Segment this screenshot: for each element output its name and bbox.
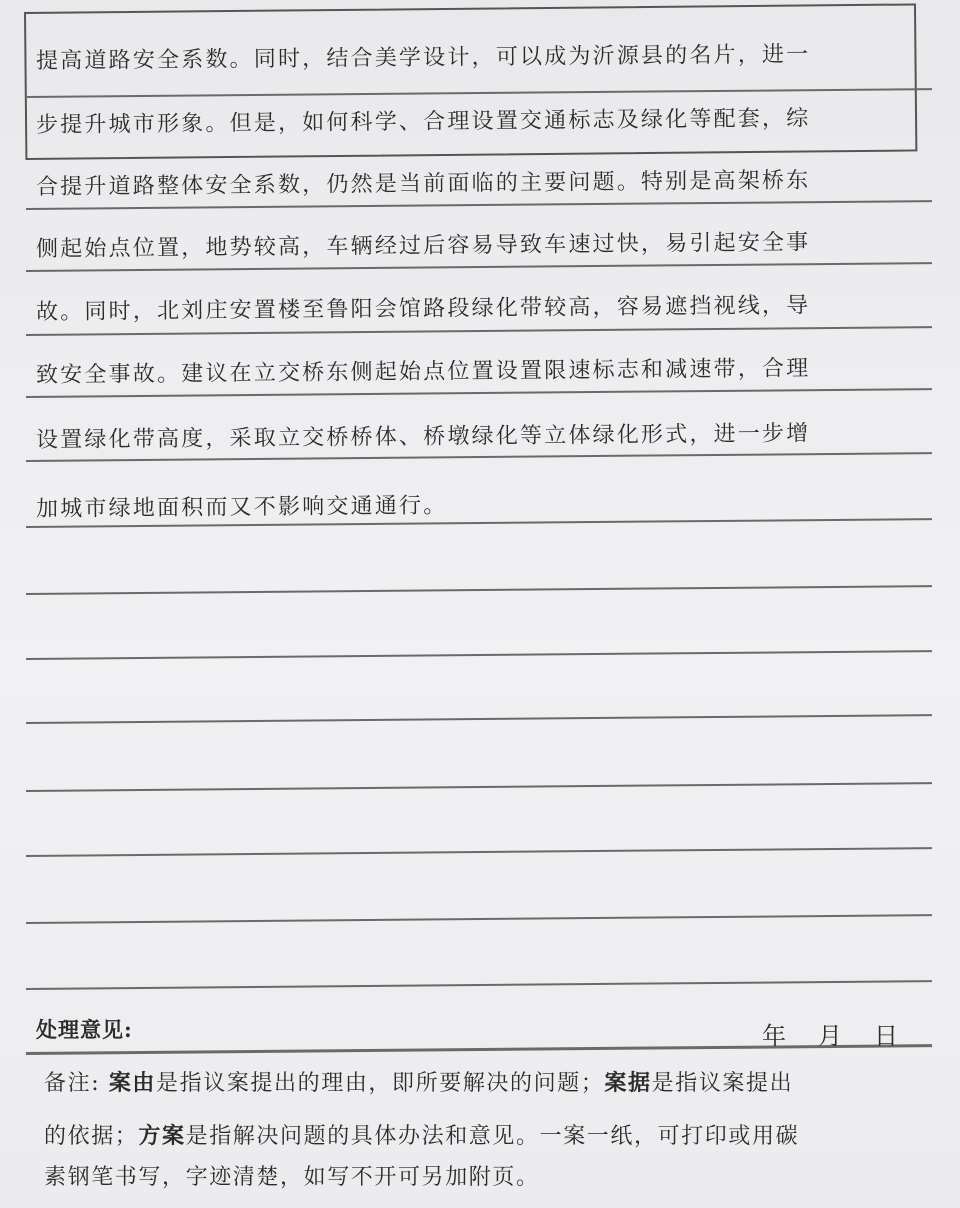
ruled-line (26, 326, 932, 336)
term-fangan: 方案 (138, 1123, 186, 1149)
ruled-line (26, 650, 932, 660)
body-text-line: 侧起始点位置，地势较高，车辆经过后容易导致车速过快，易引起安全事 (35, 230, 811, 262)
remarks-line-2 (44, 1119, 924, 1150)
ruled-line (26, 847, 932, 857)
ruled-line (26, 782, 932, 792)
ruled-line (26, 980, 932, 990)
body-text-line: 提高道路安全系数。同时，结合美学设计，可以成为沂源县的名片，进一 (35, 42, 811, 74)
ruled-line (26, 200, 932, 210)
body-text-line: 步提升城市形象。但是，如何科学、合理设置交通标志及绿化等配套，综 (35, 106, 811, 138)
remarks-line-3: 素钢笔书写，字迹清楚，如写不开可另加附页。 (44, 1165, 540, 1190)
term-anju: 案据 (604, 1070, 652, 1096)
ruled-line (26, 914, 932, 924)
month-label: 月 (818, 1022, 842, 1050)
body-text-line: 故。同时，北刘庄安置楼至鲁阳会馆路段绿化带较高，容易遮挡视线，导 (35, 293, 811, 325)
ruled-line (26, 262, 932, 272)
ruled-line (26, 714, 932, 724)
body-text-line: 合提升道路整体安全系数，仍然是当前面临的主要问题。特别是高架桥东 (35, 168, 811, 200)
body-text-line: 致安全事故。建议在立交桥东侧起始点位置设置限速标志和减速带，合理 (35, 356, 811, 388)
remarks-text: 是指解决问题的具体办法和意见。一案一纸，可打印或用碳 (185, 1124, 800, 1149)
remarks-prefix: 备注: (44, 1071, 109, 1096)
ruled-line (26, 452, 932, 462)
body-text-line: 加城市绿地面积而又不影响交通通行。 (35, 493, 448, 522)
remarks-text: 的依据； (44, 1124, 139, 1149)
remarks-line-1 (44, 1066, 924, 1097)
handling-opinion-label: 处理意见: (36, 1017, 133, 1042)
remarks-text: 是指议案提出 (651, 1071, 794, 1096)
ruled-line (26, 585, 932, 595)
day-label: 日 (874, 1022, 898, 1050)
date-field (762, 1016, 898, 1051)
year-label: 年 (762, 1022, 786, 1050)
body-text-line: 设置绿化带高度，采取立交桥桥体、桥墩绿化等立体绿化形式，进一步增 (35, 421, 811, 453)
term-anyou: 案由 (108, 1070, 157, 1096)
remarks-text: 是指议案提出的理由，即所要解决的问题； (156, 1071, 605, 1096)
ruled-line (26, 388, 932, 398)
